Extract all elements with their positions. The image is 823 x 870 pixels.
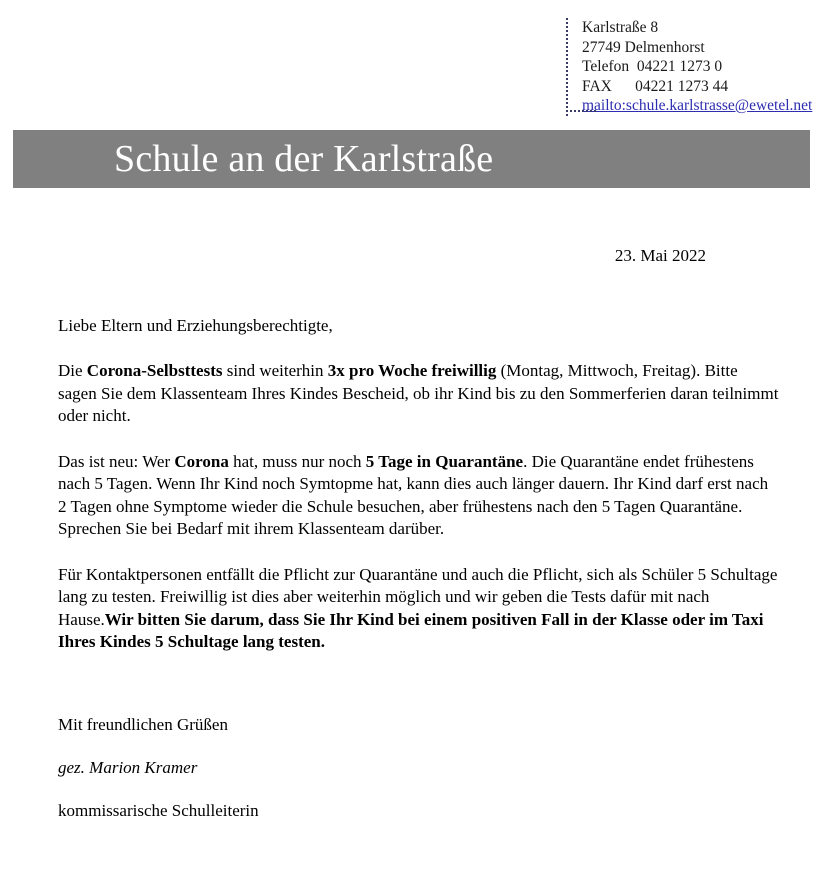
p1-text-1: Die bbox=[58, 361, 87, 380]
letterhead-contact-block bbox=[566, 18, 818, 116]
letter-paragraph-2 bbox=[58, 451, 780, 541]
p3-bold-1: Wir bitten Sie darum, dass Sie Ihr Kind bei einem positiven Fall in der Klasse oder im Taxi Ihres Kindes 5 Schultage lang testen. bbox=[58, 609, 764, 651]
p1-bold-2: 3x pro Woche freiwillig bbox=[327, 361, 497, 380]
letter-paragraph-3 bbox=[58, 564, 780, 654]
letter-signer-role: kommissarische Schulleiterin bbox=[58, 800, 259, 820]
p1-text-2: sind weiterhin bbox=[222, 361, 328, 380]
p1-bold-1: Corona-Selbsttests bbox=[86, 361, 223, 380]
letter-paragraph-1 bbox=[58, 360, 780, 428]
letterhead-email-link[interactable]: mailto:schule.karlstrasse@ewetel.net bbox=[582, 97, 813, 114]
p2-text-3: . Die Quarantäne endet frühestens nach 5 Tagen. Wenn Ihr Kind noch Symtopme hat, kann dies auch länger dauern. Ihr Kind darf erst nach 2 Tagen ohne Symptome wieder die Schule besuchen, aber frühestens nach den 5 Tagen Quarantäne. Sprechen Sie bei Bedarf mit ihrem Klassenteam darüber. bbox=[58, 451, 769, 538]
letterhead-address-line2: 27749 Delmenhorst bbox=[582, 38, 705, 56]
letter-salutation: Liebe Eltern und Erziehungsberechtigte, bbox=[58, 316, 333, 335]
letter-date: 23. Mai 2022 bbox=[614, 246, 706, 265]
p2-text-2: hat, muss nur noch bbox=[228, 451, 366, 471]
p2-bold-2: 5 Tage in Quarantäne bbox=[365, 451, 524, 471]
letter-body bbox=[58, 245, 780, 822]
letterhead-dotted-rule bbox=[566, 110, 596, 112]
school-title-banner bbox=[13, 130, 810, 188]
school-name: Schule an der Karlstraße bbox=[114, 138, 494, 180]
letter-signature: gez. Marion Kramer bbox=[58, 757, 198, 777]
letterhead-address-line1: Karlstraße 8 bbox=[582, 19, 659, 36]
p2-text-1: Das ist neu: Wer bbox=[58, 451, 175, 471]
letter-closing: Mit freundlichen Grüßen bbox=[58, 714, 228, 734]
p3-text-1: Für Kontaktpersonen entfällt die Pflicht zur Quarantäne und auch die Pflicht, sich als Schüler 5 Schultage lang zu testen. Freiwillig ist dies aber weiterhin möglich und wir geben die Tests dafür mit nach Hause. bbox=[58, 564, 778, 629]
p2-bold-1: Corona bbox=[174, 451, 229, 471]
letterhead-fax: FAX 04221 1273 44 bbox=[582, 77, 729, 95]
letterhead-phone: Telefon 04221 1273 0 bbox=[582, 58, 723, 75]
p1-text-3: (Montag, Mittwoch, Freitag). Bitte sagen Sie dem Klassenteam Ihres Kindes Bescheid, ob ihr Kind bis zu den Sommerferien daran teilnimmt oder nicht. bbox=[58, 361, 779, 425]
